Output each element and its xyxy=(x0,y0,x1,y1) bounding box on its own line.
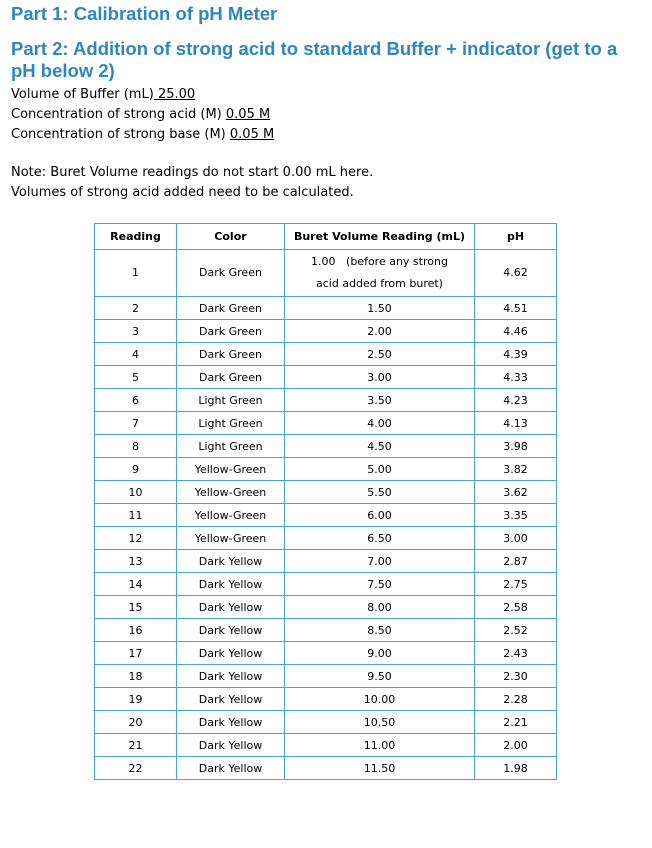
cell-color: Dark Yellow xyxy=(177,573,285,596)
cell-ph: 4.13 xyxy=(475,412,557,435)
cell-ph: 2.58 xyxy=(475,596,557,619)
cell-buret-volume: 8.00 xyxy=(285,596,475,619)
cell-color: Yellow-Green xyxy=(177,481,285,504)
cell-ph: 2.00 xyxy=(475,734,557,757)
cell-reading: 17 xyxy=(95,642,177,665)
cell-reading: 4 xyxy=(95,343,177,366)
cell-buret-volume: 3.00 xyxy=(285,366,475,389)
cell-color: Dark Yellow xyxy=(177,550,285,573)
cell-ph: 4.23 xyxy=(475,389,557,412)
header-buret-volume: Buret Volume Reading (mL) xyxy=(285,224,475,250)
cell-buret-volume: 1.50 xyxy=(285,297,475,320)
cell-reading: 14 xyxy=(95,573,177,596)
cell-color: Dark Yellow xyxy=(177,619,285,642)
buffer-volume-label: Volume of Buffer (mL) xyxy=(11,87,154,102)
cell-reading: 2 xyxy=(95,297,177,320)
note-line-1: Note: Buret Volume readings do not start 0.00 mL here. xyxy=(11,165,374,180)
cell-buret-volume: 7.00 xyxy=(285,550,475,573)
table-row xyxy=(95,688,557,711)
cell-color: Dark Yellow xyxy=(177,642,285,665)
cell-reading: 7 xyxy=(95,412,177,435)
header-ph: pH xyxy=(475,224,557,250)
cell-ph: 2.75 xyxy=(475,573,557,596)
note-block xyxy=(11,163,373,203)
cell-reading: 6 xyxy=(95,389,177,412)
cell-ph: 2.43 xyxy=(475,642,557,665)
cell-ph: 4.51 xyxy=(475,297,557,320)
cell-ph: 1.98 xyxy=(475,757,557,780)
header-reading: Reading xyxy=(95,224,177,250)
cell-buret-volume: 9.00 xyxy=(285,642,475,665)
cell-color: Dark Green xyxy=(177,250,285,297)
cell-ph: 4.62 xyxy=(475,250,557,297)
cell-buret-volume: 4.50 xyxy=(285,435,475,458)
cell-color: Yellow-Green xyxy=(177,504,285,527)
table-row xyxy=(95,458,557,481)
table-row xyxy=(95,412,557,435)
cell-reading: 12 xyxy=(95,527,177,550)
cell-buret-volume: 4.00 xyxy=(285,412,475,435)
cell-buret-volume: 11.50 xyxy=(285,757,475,780)
cell-reading: 8 xyxy=(95,435,177,458)
base-concentration-line xyxy=(11,125,274,145)
table-row xyxy=(95,711,557,734)
cell-buret-volume: 6.50 xyxy=(285,527,475,550)
part2-heading: Part 2: Addition of strong acid to standard Buffer + indicator (get to a pH below 2) xyxy=(11,38,618,81)
cell-reading: 18 xyxy=(95,665,177,688)
acid-concentration-line xyxy=(11,105,274,125)
cell-ph: 4.39 xyxy=(475,343,557,366)
cell-buret-volume: 10.50 xyxy=(285,711,475,734)
cell-ph: 2.21 xyxy=(475,711,557,734)
cell-color: Light Green xyxy=(177,389,285,412)
cell-buret-volume: 7.50 xyxy=(285,573,475,596)
cell-buret-volume: 2.00 xyxy=(285,320,475,343)
cell-reading: 21 xyxy=(95,734,177,757)
cell-color: Dark Yellow xyxy=(177,688,285,711)
cell-reading: 20 xyxy=(95,711,177,734)
cell-reading: 9 xyxy=(95,458,177,481)
table-row xyxy=(95,550,557,573)
cell-reading: 1 xyxy=(95,250,177,297)
cell-ph: 2.30 xyxy=(475,665,557,688)
volume-line-2: acid added from buret) xyxy=(316,277,443,290)
cell-buret-volume xyxy=(285,250,475,297)
cell-ph: 4.46 xyxy=(475,320,557,343)
cell-buret-volume: 8.50 xyxy=(285,619,475,642)
table-header-row xyxy=(95,224,557,250)
cell-color: Dark Yellow xyxy=(177,665,285,688)
table-row xyxy=(95,343,557,366)
cell-reading: 11 xyxy=(95,504,177,527)
cell-buret-volume: 2.50 xyxy=(285,343,475,366)
cell-color: Yellow-Green xyxy=(177,458,285,481)
cell-ph: 2.87 xyxy=(475,550,557,573)
cell-color: Light Green xyxy=(177,435,285,458)
acid-concentration-label: Concentration of strong acid (M) xyxy=(11,107,222,122)
cell-color: Dark Green xyxy=(177,320,285,343)
cell-reading: 13 xyxy=(95,550,177,573)
cell-reading: 10 xyxy=(95,481,177,504)
header-color: Color xyxy=(177,224,285,250)
experiment-parameters xyxy=(11,85,274,145)
buffer-volume-value: 25.00 xyxy=(157,87,196,102)
cell-color: Dark Yellow xyxy=(177,734,285,757)
cell-ph: 2.28 xyxy=(475,688,557,711)
cell-buret-volume: 3.50 xyxy=(285,389,475,412)
cell-ph: 3.00 xyxy=(475,527,557,550)
cell-reading: 5 xyxy=(95,366,177,389)
cell-buret-volume: 5.50 xyxy=(285,481,475,504)
table-row xyxy=(95,504,557,527)
cell-reading: 22 xyxy=(95,757,177,780)
cell-buret-volume: 5.00 xyxy=(285,458,475,481)
table-row xyxy=(95,250,557,297)
cell-buret-volume: 10.00 xyxy=(285,688,475,711)
table-row xyxy=(95,389,557,412)
cell-color: Light Green xyxy=(177,412,285,435)
base-concentration-label: Concentration of strong base (M) xyxy=(11,127,226,142)
acid-concentration-value: 0.05 M xyxy=(225,107,271,122)
cell-color: Dark Yellow xyxy=(177,757,285,780)
cell-buret-volume: 6.00 xyxy=(285,504,475,527)
volume-line-1: 1.00 (before any strong xyxy=(311,255,448,268)
cell-color: Dark Green xyxy=(177,343,285,366)
cell-reading: 15 xyxy=(95,596,177,619)
cell-ph: 2.52 xyxy=(475,619,557,642)
part1-heading: Part 1: Calibration of pH Meter xyxy=(11,3,278,24)
table-row xyxy=(95,596,557,619)
table-row xyxy=(95,734,557,757)
cell-ph: 3.62 xyxy=(475,481,557,504)
cell-reading: 3 xyxy=(95,320,177,343)
cell-reading: 16 xyxy=(95,619,177,642)
table-row xyxy=(95,757,557,780)
table-row xyxy=(95,642,557,665)
titration-data-table xyxy=(94,223,557,780)
note-line-2: Volumes of strong acid added need to be calculated. xyxy=(11,185,354,200)
table-row xyxy=(95,619,557,642)
cell-color: Dark Green xyxy=(177,366,285,389)
table-row xyxy=(95,527,557,550)
cell-reading: 19 xyxy=(95,688,177,711)
cell-color: Dark Yellow xyxy=(177,711,285,734)
cell-ph: 4.33 xyxy=(475,366,557,389)
cell-ph: 3.82 xyxy=(475,458,557,481)
cell-color: Dark Green xyxy=(177,297,285,320)
table-row xyxy=(95,366,557,389)
cell-buret-volume: 11.00 xyxy=(285,734,475,757)
buffer-volume-line xyxy=(11,85,274,105)
cell-color: Dark Yellow xyxy=(177,596,285,619)
table-row xyxy=(95,320,557,343)
table-row xyxy=(95,435,557,458)
table-row xyxy=(95,665,557,688)
table-row xyxy=(95,573,557,596)
table-row xyxy=(95,481,557,504)
table-row xyxy=(95,297,557,320)
base-concentration-value: 0.05 M xyxy=(229,127,275,142)
cell-ph: 3.35 xyxy=(475,504,557,527)
cell-ph: 3.98 xyxy=(475,435,557,458)
cell-buret-volume: 9.50 xyxy=(285,665,475,688)
cell-color: Yellow-Green xyxy=(177,527,285,550)
